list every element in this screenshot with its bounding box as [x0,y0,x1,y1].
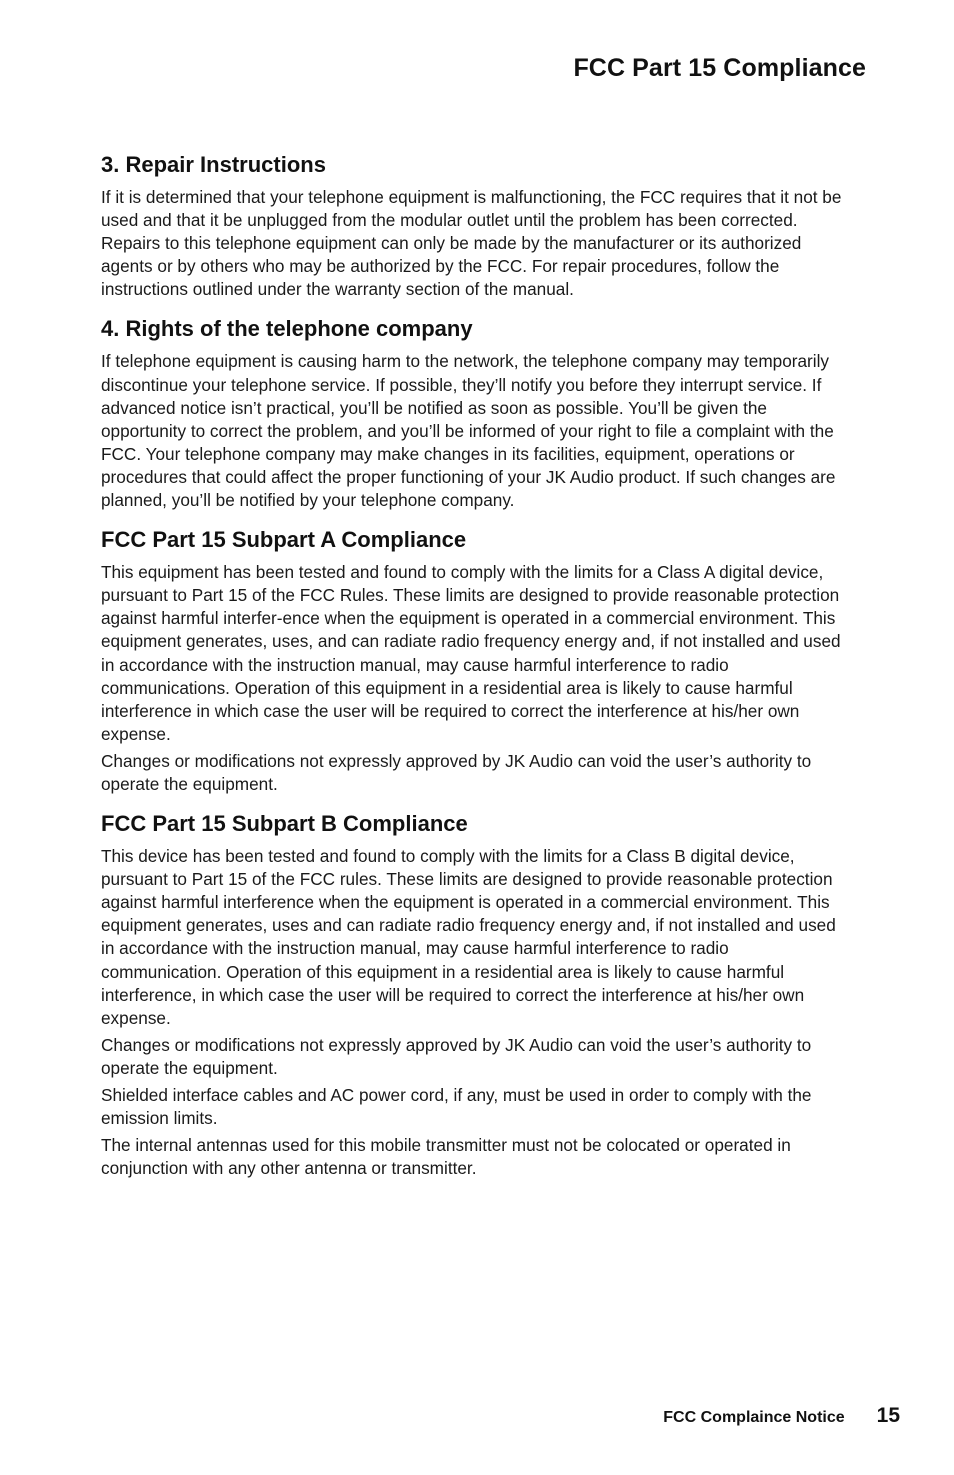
section-paragraph: Changes or modifications not expressly approved by JK Audio can void the user’s authority to operate the equipment. [101,1034,812,1078]
document-body [101,150,846,1193]
section-heading: 3. Repair Instructions [101,152,326,177]
section-paragraph: Changes or modifications not expressly approved by JK Audio can void the user’s authority to operate the equipment. [101,750,812,794]
section-subpart-b-compliance [101,809,846,1180]
section-paragraph: This equipment has been tested and found to comply with the limits for a Class A digital device, pursuant to Part 15 of the FCC Rules. These limits are designed to provide reasonable protection against harmful interfer-ence when the equipment is operated in a commercial environment. This equipment generates, uses, and can radiate radio frequency energy and, if not installed and used in accordance with the instruction manual, may cause harmful interference to radio communications. Operation of this equipment in a residential area is likely to cause harmful interference in which case the user will be required to correct the interference at his/her own expense. [101,562,841,744]
section-subpart-a-compliance [101,525,846,796]
page-footer [663,1404,900,1428]
section-paragraph: The internal antennas used for this mobile transmitter must not be colocated or operated in conjunction with any other antenna or transmitter. [101,1135,791,1179]
page-title: FCC Part 15 Compliance [573,54,866,82]
section-paragraph: Shielded interface cables and AC power cord, if any, must be used in order to comply with the emission limits. [101,1085,812,1129]
footer-label: FCC Complaince Notice [663,1409,845,1426]
section-paragraph: If telephone equipment is causing harm to the network, the telephone company may temporarily discontinue your telephone service. If possible, they’ll notify you before they interrupt service. If advanced notice isn’t practical, you’ll be notified as soon as possible. You’ll be given the opportunity to correct the problem, and you’ll be informed of your right to file a complaint with the FCC. Your telephone company may make changes in its facilities, equipment, operations or procedures that could affect the proper functioning of your JK Audio product. If such changes are planned, you’ll be notified by your telephone company. [101,351,836,511]
page-number: 15 [876,1404,900,1427]
section-heading: 4. Rights of the telephone company [101,316,473,342]
section-heading: FCC Part 15 Subpart B Compliance [101,811,468,837]
section-repair-instructions [101,150,846,301]
section-paragraph: If it is determined that your telephone equipment is malfunctioning, the FCC requires that it not be used and that it be unplugged from the modular outlet until the problem has been corrected. Repairs to this telephone equipment can only be made by the manufacturer or its authorized agents or by others who may be authorized by the FCC. For repair procedures, follow the instructions outlined under the warranty section of the manual. [101,187,842,300]
section-rights-of-telephone-company [101,314,846,512]
section-heading: FCC Part 15 Subpart A Compliance [101,527,467,553]
section-paragraph: This device has been tested and found to comply with the limits for a Class B digital device, pursuant to Part 15 of the FCC rules. These limits are designed to provide reasonable protection against harmful interference when the equipment is operated in a commercial environment. This equipment generates, uses and can radiate radio frequency energy and, if not installed and used in accordance with the instruction manual, may cause harmful interference to radio communication. Operation of this equipment in a residential area is likely to cause harmful interference, in which case the user will be required to correct the interference at his/her own expense. [101,846,836,1028]
